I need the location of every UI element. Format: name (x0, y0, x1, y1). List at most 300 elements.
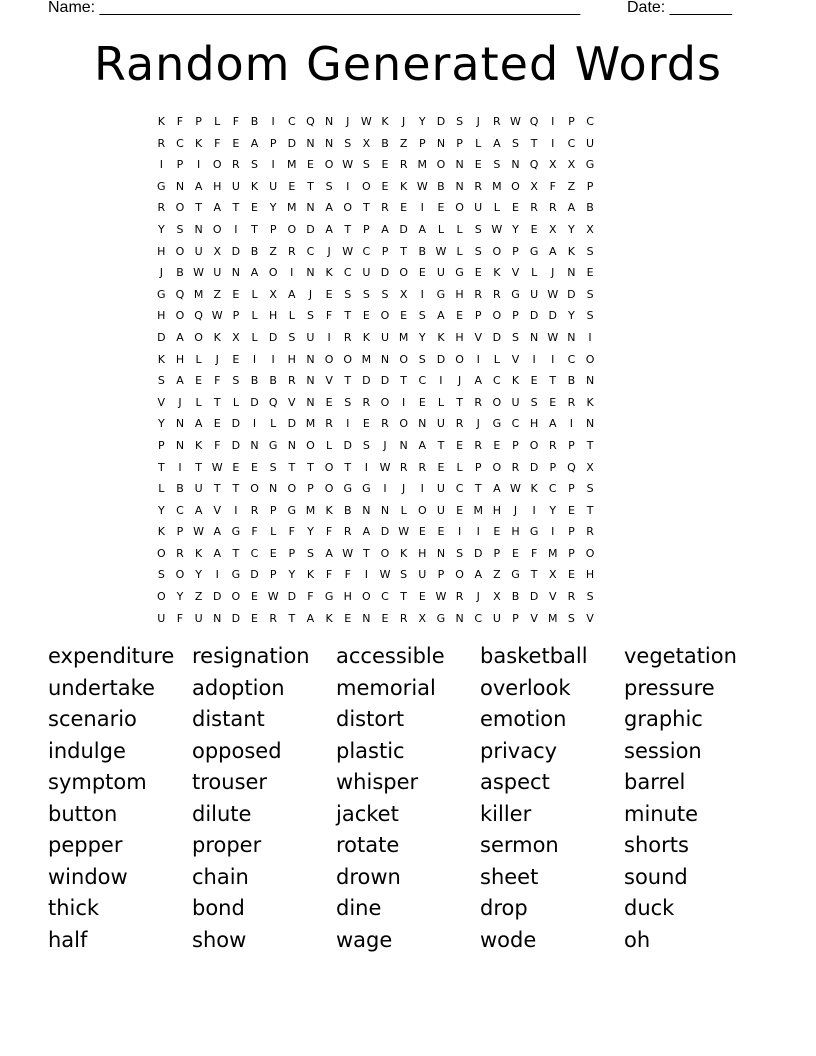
grid-letter[interactable]: I (271, 352, 275, 366)
grid-letter[interactable]: O (529, 438, 539, 452)
grid-letter[interactable]: S (493, 158, 501, 172)
grid-letter[interactable]: O (343, 352, 353, 366)
grid-letter[interactable]: W (342, 546, 354, 560)
grid-letter[interactable]: E (418, 525, 426, 539)
grid-letter[interactable]: P (549, 460, 557, 474)
grid-letter[interactable]: P (568, 546, 575, 560)
grid-letter[interactable]: P (269, 136, 277, 150)
grid-letter[interactable]: E (549, 395, 557, 409)
grid-letter[interactable]: E (418, 590, 426, 604)
grid-letter[interactable]: R (343, 525, 352, 539)
grid-letter[interactable]: D (213, 590, 222, 604)
grid-letter[interactable]: Y (176, 590, 184, 604)
grid-letter[interactable]: N (213, 611, 222, 625)
grid-letter[interactable]: R (287, 374, 296, 388)
grid-letter[interactable]: G (492, 417, 502, 431)
grid-letter[interactable]: E (418, 395, 426, 409)
grid-letter[interactable]: T (213, 482, 221, 496)
grid-letter[interactable]: I (420, 482, 424, 496)
grid-letter[interactable]: R (511, 460, 520, 474)
grid-letter[interactable]: S (344, 395, 352, 409)
grid-letter[interactable]: P (195, 115, 202, 128)
grid-letter[interactable]: N (585, 417, 595, 431)
grid-letter[interactable]: E (251, 611, 258, 625)
grid-letter[interactable]: C (343, 266, 352, 280)
grid-letter[interactable]: M (305, 417, 316, 431)
grid-letter[interactable]: R (362, 395, 371, 409)
grid-letter[interactable]: F (530, 546, 538, 560)
grid-letter[interactable]: I (215, 568, 219, 582)
grid-letter[interactable]: O (194, 330, 203, 344)
grid-letter[interactable]: O (324, 460, 334, 474)
grid-letter[interactable]: I (551, 352, 555, 366)
grid-letter[interactable]: A (194, 179, 203, 193)
grid-letter[interactable]: S (288, 330, 296, 344)
grid-letter[interactable]: L (251, 309, 258, 323)
grid-letter[interactable]: I (159, 158, 163, 172)
grid-letter[interactable]: J (346, 115, 350, 128)
grid-letter[interactable]: V (511, 352, 520, 366)
grid-letter[interactable]: D (250, 395, 259, 409)
grid-letter[interactable]: E (269, 546, 277, 560)
grid-letter[interactable]: S (586, 309, 594, 323)
grid-letter[interactable]: G (511, 287, 520, 301)
grid-letter[interactable]: S (586, 482, 594, 496)
grid-letter[interactable]: E (474, 158, 482, 172)
grid-letter[interactable]: I (234, 222, 238, 236)
grid-letter[interactable]: E (213, 417, 221, 431)
grid-letter[interactable]: W (193, 525, 205, 539)
grid-letter[interactable]: R (567, 395, 576, 409)
grid-letter[interactable]: T (232, 482, 240, 496)
grid-letter[interactable]: N (306, 352, 315, 366)
grid-letter[interactable]: A (325, 546, 333, 560)
grid-letter[interactable]: E (381, 158, 389, 172)
grid-letter[interactable]: I (551, 115, 555, 128)
grid-letter[interactable]: E (567, 568, 575, 582)
grid-letter[interactable]: L (531, 266, 538, 280)
grid-letter[interactable]: D (529, 460, 539, 474)
grid-letter[interactable]: O (287, 222, 297, 236)
grid-letter[interactable]: I (346, 417, 350, 431)
grid-letter[interactable]: Y (418, 115, 426, 128)
grid-letter[interactable]: H (455, 330, 464, 344)
grid-letter[interactable]: U (586, 136, 595, 150)
grid-letter[interactable]: P (158, 438, 165, 452)
grid-letter[interactable]: G (529, 244, 539, 258)
grid-letter[interactable]: Y (549, 503, 557, 517)
grid-letter[interactable]: L (232, 395, 239, 409)
grid-letter[interactable]: L (493, 352, 500, 366)
grid-letter[interactable]: L (195, 395, 202, 409)
grid-letter[interactable]: R (157, 201, 166, 215)
grid-letter[interactable]: O (399, 352, 408, 366)
grid-letter[interactable]: T (344, 374, 352, 388)
grid-letter[interactable]: S (474, 222, 482, 236)
name-field[interactable]: Name: ______________________________________________________ (48, 0, 581, 16)
grid-letter[interactable]: T (363, 546, 370, 560)
grid-letter[interactable]: U (511, 395, 520, 409)
grid-letter[interactable]: U (474, 201, 483, 215)
grid-letter[interactable]: P (269, 222, 277, 236)
grid-letter[interactable]: O (343, 201, 353, 215)
grid-letter[interactable]: N (455, 179, 464, 193)
grid-letter[interactable]: O (175, 309, 185, 323)
grid-letter[interactable]: S (567, 611, 575, 625)
grid-letter[interactable]: J (215, 352, 219, 366)
grid-letter[interactable]: H (585, 568, 595, 582)
grid-letter[interactable]: W (379, 568, 391, 582)
grid-letter[interactable]: K (157, 525, 165, 539)
grid-letter[interactable]: H (511, 525, 520, 539)
grid-letter[interactable]: J (402, 115, 406, 128)
grid-letter[interactable]: K (567, 244, 576, 258)
grid-letter[interactable]: E (232, 460, 240, 474)
grid-letter[interactable]: L (251, 330, 258, 344)
grid-letter[interactable]: Y (157, 503, 165, 517)
grid-letter[interactable]: T (307, 460, 314, 474)
grid-letter[interactable]: T (232, 546, 240, 560)
grid-letter[interactable]: O (324, 158, 334, 172)
grid-letter[interactable]: K (157, 352, 165, 366)
grid-letter[interactable]: P (437, 568, 445, 582)
grid-letter[interactable]: Y (195, 568, 202, 582)
grid-letter[interactable]: A (418, 222, 427, 236)
grid-letter[interactable]: E (512, 201, 519, 215)
grid-letter[interactable]: P (176, 525, 184, 539)
grid-letter[interactable]: E (456, 309, 464, 323)
grid-letter[interactable]: R (586, 525, 594, 539)
grid-letter[interactable]: W (491, 222, 503, 236)
grid-letter[interactable]: N (362, 611, 371, 625)
grid-letter[interactable]: R (325, 417, 333, 431)
grid-letter[interactable]: G (287, 503, 297, 517)
grid-letter[interactable]: S (251, 158, 259, 172)
grid-letter[interactable]: D (380, 266, 390, 280)
grid-letter[interactable]: N (436, 546, 446, 560)
grid-letter[interactable]: H (269, 309, 278, 323)
grid-letter[interactable]: J (476, 590, 480, 604)
grid-letter[interactable]: P (568, 438, 575, 452)
grid-letter[interactable]: N (455, 611, 464, 625)
grid-letter[interactable]: J (551, 266, 555, 280)
grid-letter[interactable]: S (586, 590, 594, 604)
grid-letter[interactable]: E (400, 309, 408, 323)
grid-letter[interactable]: F (214, 136, 221, 150)
grid-letter[interactable]: N (380, 352, 390, 366)
grid-letter[interactable]: S (232, 374, 240, 388)
grid-letter[interactable]: P (363, 222, 370, 236)
grid-letter[interactable]: N (250, 438, 259, 452)
grid-letter[interactable]: D (380, 374, 390, 388)
grid-letter[interactable]: N (306, 136, 315, 150)
grid-letter[interactable]: M (548, 546, 558, 560)
grid-letter[interactable]: T (400, 374, 408, 388)
grid-letter[interactable]: V (586, 611, 594, 625)
grid-letter[interactable]: A (194, 503, 203, 517)
grid-letter[interactable]: L (493, 201, 500, 215)
grid-letter[interactable]: S (157, 568, 165, 582)
grid-letter[interactable]: Q (306, 115, 315, 128)
grid-letter[interactable]: I (420, 287, 424, 301)
grid-letter[interactable]: F (232, 115, 240, 128)
grid-letter[interactable]: T (549, 374, 557, 388)
grid-letter[interactable]: U (213, 266, 222, 280)
grid-letter[interactable]: C (567, 352, 576, 366)
grid-letter[interactable]: Z (194, 590, 203, 604)
grid-letter[interactable]: X (549, 222, 557, 236)
grid-letter[interactable]: T (288, 460, 296, 474)
grid-letter[interactable]: D (268, 330, 278, 344)
grid-letter[interactable]: S (306, 546, 314, 560)
grid-letter[interactable]: K (493, 266, 501, 280)
grid-letter[interactable]: U (530, 287, 539, 301)
grid-letter[interactable]: D (492, 330, 502, 344)
grid-letter[interactable]: E (251, 460, 258, 474)
grid-letter[interactable]: O (492, 460, 502, 474)
grid-letter[interactable]: Q (194, 309, 203, 323)
grid-letter[interactable]: K (325, 503, 333, 517)
grid-letter[interactable]: C (474, 611, 483, 625)
grid-letter[interactable]: A (213, 525, 221, 539)
grid-letter[interactable]: L (456, 244, 463, 258)
grid-letter[interactable]: E (512, 546, 519, 560)
grid-letter[interactable]: G (231, 525, 241, 539)
grid-letter[interactable]: R (287, 244, 296, 258)
grid-letter[interactable]: R (474, 395, 483, 409)
grid-letter[interactable]: K (194, 546, 203, 560)
grid-letter[interactable]: U (157, 611, 166, 625)
grid-letter[interactable]: E (195, 374, 203, 388)
grid-letter[interactable]: A (474, 568, 482, 582)
grid-letter[interactable]: N (418, 417, 427, 431)
grid-letter[interactable]: D (529, 309, 539, 323)
grid-letter[interactable]: Y (269, 201, 277, 215)
grid-letter[interactable]: E (493, 438, 501, 452)
grid-letter[interactable]: T (586, 503, 594, 517)
grid-letter[interactable]: G (324, 590, 334, 604)
grid-letter[interactable]: O (455, 352, 464, 366)
grid-letter[interactable]: E (530, 374, 538, 388)
grid-letter[interactable]: A (474, 374, 482, 388)
grid-letter[interactable]: F (307, 590, 314, 604)
grid-letter[interactable]: R (455, 417, 464, 431)
grid-letter[interactable]: K (381, 115, 389, 128)
grid-letter[interactable]: R (157, 136, 166, 150)
grid-letter[interactable]: T (400, 590, 408, 604)
grid-letter[interactable]: S (512, 136, 519, 150)
grid-letter[interactable]: R (474, 438, 483, 452)
grid-letter[interactable]: K (306, 568, 315, 582)
grid-letter[interactable]: L (251, 287, 258, 301)
grid-letter[interactable]: N (306, 266, 315, 280)
grid-letter[interactable]: Q (529, 115, 539, 128)
grid-letter[interactable]: S (306, 309, 314, 323)
grid-letter[interactable]: D (399, 222, 408, 236)
grid-letter[interactable]: K (400, 546, 408, 560)
grid-letter[interactable]: J (383, 438, 387, 452)
grid-letter[interactable]: N (324, 136, 334, 150)
grid-letter[interactable]: F (176, 115, 184, 128)
grid-letter[interactable]: P (568, 482, 575, 496)
grid-letter[interactable]: H (213, 179, 222, 193)
grid-letter[interactable]: D (548, 309, 558, 323)
grid-letter[interactable]: D (231, 244, 241, 258)
grid-letter[interactable]: T (456, 395, 463, 409)
grid-letter[interactable]: N (362, 503, 371, 517)
grid-letter[interactable]: A (288, 287, 296, 301)
grid-letter[interactable]: O (287, 482, 297, 496)
grid-letter[interactable]: N (455, 158, 464, 172)
grid-letter[interactable]: J (308, 287, 313, 301)
grid-letter[interactable]: S (512, 330, 519, 344)
grid-letter[interactable]: K (194, 438, 203, 452)
grid-letter[interactable]: U (492, 611, 501, 625)
grid-letter[interactable]: V (157, 395, 166, 409)
grid-letter[interactable]: B (250, 374, 259, 388)
grid-letter[interactable]: E (437, 460, 445, 474)
grid-letter[interactable]: N (436, 136, 446, 150)
grid-letter[interactable]: T (530, 568, 538, 582)
grid-letter[interactable]: N (175, 179, 185, 193)
grid-letter[interactable]: W (547, 330, 559, 344)
grid-letter[interactable]: D (287, 590, 297, 604)
grid-letter[interactable]: E (381, 611, 389, 625)
grid-letter[interactable]: W (193, 266, 205, 280)
grid-letter[interactable]: W (379, 460, 391, 474)
grid-letter[interactable]: I (252, 417, 257, 431)
grid-letter[interactable]: O (511, 179, 520, 193)
grid-letter[interactable]: B (176, 266, 184, 280)
grid-letter[interactable]: V (325, 374, 333, 388)
grid-letter[interactable]: O (306, 438, 315, 452)
grid-letter[interactable]: F (344, 568, 351, 582)
grid-letter[interactable]: I (457, 525, 462, 539)
grid-letter[interactable]: A (250, 266, 259, 280)
grid-letter[interactable]: J (513, 503, 518, 517)
grid-letter[interactable]: B (269, 374, 277, 388)
grid-letter[interactable]: C (493, 374, 501, 388)
grid-letter[interactable]: P (586, 179, 594, 193)
grid-letter[interactable]: N (231, 266, 240, 280)
grid-letter[interactable]: O (362, 179, 371, 193)
grid-letter[interactable]: Y (157, 222, 165, 236)
date-field[interactable]: Date: _______ (627, 0, 732, 16)
grid-letter[interactable]: W (435, 244, 447, 258)
grid-letter[interactable]: O (175, 201, 185, 215)
grid-letter[interactable]: R (418, 460, 427, 474)
grid-letter[interactable]: G (157, 179, 166, 193)
grid-letter[interactable]: Q (529, 158, 539, 172)
grid-letter[interactable]: O (585, 352, 595, 366)
grid-letter[interactable]: I (346, 179, 350, 193)
grid-letter[interactable]: E (232, 352, 240, 366)
grid-letter[interactable]: D (473, 546, 483, 560)
grid-letter[interactable]: G (511, 568, 520, 582)
grid-letter[interactable]: N (380, 503, 390, 517)
grid-letter[interactable]: O (380, 546, 390, 560)
grid-letter[interactable]: D (380, 525, 390, 539)
grid-letter[interactable]: K (530, 482, 538, 496)
grid-letter[interactable]: T (232, 201, 240, 215)
grid-letter[interactable]: E (381, 179, 389, 193)
grid-letter[interactable]: B (437, 179, 445, 193)
grid-letter[interactable]: Y (512, 222, 519, 236)
grid-letter[interactable]: E (325, 287, 333, 301)
grid-letter[interactable]: Z (567, 179, 576, 193)
grid-letter[interactable]: I (234, 503, 238, 517)
grid-letter[interactable]: I (290, 266, 294, 280)
grid-letter[interactable]: T (530, 136, 538, 150)
grid-letter[interactable]: A (325, 222, 333, 236)
grid-letter[interactable]: V (530, 611, 538, 625)
grid-letter[interactable]: N (175, 438, 185, 452)
grid-letter[interactable]: T (307, 179, 314, 193)
grid-letter[interactable]: E (344, 611, 352, 625)
grid-letter[interactable]: I (569, 417, 574, 431)
grid-letter[interactable]: P (493, 546, 501, 560)
grid-letter[interactable]: S (157, 374, 165, 388)
grid-letter[interactable]: C (287, 115, 296, 128)
grid-letter[interactable]: U (269, 179, 278, 193)
grid-letter[interactable]: G (231, 568, 241, 582)
grid-letter[interactable]: X (549, 158, 557, 172)
grid-letter[interactable]: S (418, 352, 426, 366)
grid-letter[interactable]: I (383, 482, 387, 496)
grid-letter[interactable]: A (567, 201, 576, 215)
grid-letter[interactable]: F (176, 611, 184, 625)
grid-letter[interactable]: W (360, 115, 372, 128)
grid-letter[interactable]: A (176, 330, 184, 344)
grid-letter[interactable]: X (232, 330, 240, 344)
grid-letter[interactable]: A (493, 482, 501, 496)
grid-letter[interactable]: V (511, 266, 520, 280)
grid-letter[interactable]: R (474, 287, 483, 301)
grid-letter[interactable]: T (213, 395, 221, 409)
grid-letter[interactable]: N (399, 438, 408, 452)
grid-letter[interactable]: C (567, 136, 576, 150)
grid-letter[interactable]: P (381, 244, 389, 258)
grid-letter[interactable]: F (325, 568, 333, 582)
grid-letter[interactable]: X (418, 611, 427, 625)
grid-letter[interactable]: X (399, 287, 408, 301)
grid-letter[interactable]: N (287, 438, 296, 452)
grid-letter[interactable]: T (195, 460, 202, 474)
grid-letter[interactable]: F (288, 525, 295, 539)
grid-letter[interactable]: P (176, 158, 184, 172)
grid-letter[interactable]: H (175, 352, 185, 366)
grid-letter[interactable]: D (287, 417, 297, 431)
grid-letter[interactable]: T (437, 438, 445, 452)
grid-letter[interactable]: M (287, 158, 297, 172)
grid-letter[interactable]: T (195, 201, 202, 215)
grid-letter[interactable]: D (343, 438, 352, 452)
grid-letter[interactable]: E (493, 525, 501, 539)
grid-letter[interactable]: O (175, 244, 185, 258)
grid-letter[interactable]: H (529, 417, 539, 431)
grid-letter[interactable]: D (529, 590, 539, 604)
grid-letter[interactable]: A (213, 546, 221, 560)
grid-letter[interactable]: W (398, 525, 410, 539)
grid-letter[interactable]: T (344, 460, 352, 474)
grid-letter[interactable]: E (586, 266, 594, 280)
grid-letter[interactable]: A (418, 438, 427, 452)
grid-letter[interactable]: O (324, 482, 334, 496)
grid-letter[interactable]: M (361, 352, 372, 366)
grid-letter[interactable]: A (250, 136, 259, 150)
grid-letter[interactable]: O (268, 266, 278, 280)
grid-letter[interactable]: Z (399, 136, 408, 150)
